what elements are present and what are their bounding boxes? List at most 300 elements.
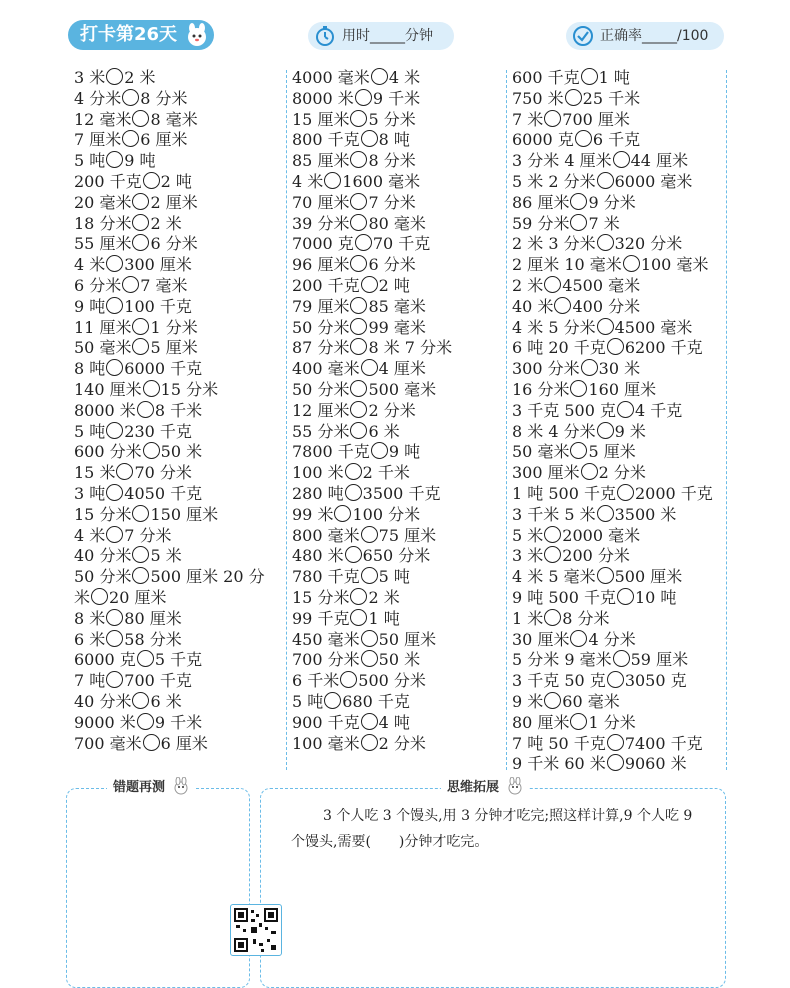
answer-circle[interactable] (143, 442, 160, 459)
right-quantity: 6 米 (368, 421, 400, 441)
left-quantity: 4 米 5 分米 (512, 317, 596, 337)
comparison-row (74, 130, 284, 151)
comparison-row (292, 234, 502, 255)
right-quantity: 50 厘米 (378, 629, 437, 649)
right-quantity: 1600 毫米 (342, 171, 421, 191)
left-quantity: 6 分米 (74, 275, 122, 295)
left-quantity: 15 分米 (292, 587, 350, 607)
left-quantity: 7 吨 (74, 671, 106, 691)
left-quantity: 2 米 3 分米 (512, 234, 596, 254)
answer-circle[interactable] (350, 297, 367, 314)
right-quantity: 8 毫米 (150, 109, 198, 129)
comparison-row (292, 401, 502, 422)
comparison-row (74, 505, 284, 526)
answer-circle[interactable] (132, 546, 149, 563)
left-quantity: 3 米 (512, 546, 544, 566)
answer-circle[interactable] (597, 172, 614, 189)
answer-circle[interactable] (345, 463, 362, 480)
right-quantity: 5 千克 (154, 650, 203, 670)
comparison-row (74, 318, 284, 339)
answer-circle[interactable] (570, 380, 587, 397)
answer-circle[interactable] (324, 172, 341, 189)
right-quantity: 1 吨 (368, 608, 400, 628)
comparison-row (512, 234, 724, 255)
answer-circle[interactable] (544, 609, 561, 626)
right-quantity: 1 分米 (588, 712, 636, 732)
left-quantity: 55 分米 (292, 421, 350, 441)
right-quantity: 2000 毫米 (562, 525, 641, 545)
right-quantity: 8 千米 (154, 400, 203, 420)
answer-circle[interactable] (544, 276, 561, 293)
right-quantity: 4 吨 (378, 712, 410, 732)
answer-circle[interactable] (597, 567, 614, 584)
left-quantity: 80 厘米 (512, 712, 570, 732)
comparison-row (292, 713, 502, 734)
answer-circle[interactable] (597, 234, 614, 251)
left-quantity: 米 (74, 587, 91, 607)
answer-circle[interactable] (355, 89, 372, 106)
answer-circle[interactable] (361, 650, 378, 667)
left-quantity: 1 吨 500 千克 (512, 483, 616, 503)
review-box-label: 错题再测 (113, 780, 166, 795)
answer-circle[interactable] (607, 671, 624, 688)
answer-circle[interactable] (122, 130, 139, 147)
right-quantity: 6 分米 (368, 255, 416, 275)
comparison-row (512, 463, 724, 484)
left-quantity: 99 米 (292, 504, 334, 524)
answer-circle[interactable] (617, 588, 634, 605)
right-quantity: 7 米 (588, 213, 620, 233)
left-quantity: 50 分米 (292, 379, 350, 399)
answer-circle[interactable] (361, 713, 378, 730)
comparison-row (74, 172, 284, 193)
left-quantity: 300 厘米 (512, 463, 580, 483)
left-quantity: 16 分米 (512, 379, 570, 399)
left-quantity: 70 厘米 (292, 192, 350, 212)
left-quantity: 4 米 (74, 525, 106, 545)
answer-circle[interactable] (350, 193, 367, 210)
answer-circle[interactable] (106, 630, 123, 647)
comparison-row (512, 754, 724, 775)
left-quantity: 9000 米 (74, 712, 136, 732)
answer-circle[interactable] (581, 68, 598, 85)
comparison-row (292, 463, 502, 484)
answer-circle[interactable] (106, 671, 123, 688)
left-quantity: 600 分米 (74, 442, 142, 462)
right-quantity: 5 吨 (378, 567, 410, 587)
left-quantity: 15 分米 (74, 504, 132, 524)
answer-circle[interactable] (132, 567, 149, 584)
left-quantity: 6 吨 20 千克 (512, 338, 606, 358)
right-quantity: 230 千克 (124, 421, 192, 441)
answer-circle[interactable] (143, 734, 160, 751)
right-quantity: 9 米 (614, 421, 646, 441)
left-quantity: 8000 米 (292, 88, 354, 108)
answer-circle[interactable] (361, 130, 378, 147)
right-quantity: 3500 米 (614, 504, 677, 524)
left-quantity: 6000 克 (512, 130, 574, 150)
left-quantity: 750 米 (512, 88, 564, 108)
qr-code-icon[interactable] (230, 904, 282, 956)
left-quantity: 8000 米 (74, 400, 136, 420)
answer-circle[interactable] (345, 546, 362, 563)
right-quantity: 6200 千克 (624, 338, 703, 358)
right-quantity: 80 毫米 (368, 213, 426, 233)
right-quantity: 4500 毫米 (614, 317, 693, 337)
comparison-row (74, 401, 284, 422)
answer-circle[interactable] (106, 297, 123, 314)
right-quantity: 500 毫米 (368, 379, 437, 399)
comparison-row (292, 484, 502, 505)
exercise-column-1 (74, 68, 284, 770)
right-quantity: 500 厘米 20 分 (150, 567, 265, 587)
answer-circle[interactable] (544, 110, 561, 127)
answer-circle[interactable] (361, 526, 378, 543)
answer-circle[interactable] (137, 713, 154, 730)
right-quantity: 2 分米 (598, 463, 646, 483)
right-quantity: 320 分米 (614, 234, 683, 254)
right-quantity: 7 分米 (368, 192, 416, 212)
answer-circle[interactable] (132, 318, 149, 335)
column-divider (506, 70, 507, 770)
comparison-row (74, 193, 284, 214)
comparison-row (512, 713, 724, 734)
left-quantity: 7800 千克 (292, 442, 370, 462)
comparison-row (292, 567, 502, 588)
answer-circle[interactable] (345, 484, 362, 501)
stopwatch-icon (314, 25, 336, 47)
right-quantity: 650 分米 (362, 546, 431, 566)
right-quantity: 8 分米 (368, 151, 416, 171)
thinking-box-title (441, 777, 529, 799)
answer-circle[interactable] (597, 422, 614, 439)
left-quantity: 5 吨 (292, 691, 324, 711)
answer-circle[interactable] (570, 630, 587, 647)
day-badge (68, 20, 214, 50)
comparison-row (292, 89, 502, 110)
answer-circle[interactable] (116, 463, 133, 480)
comparison-row (512, 297, 724, 318)
answer-circle[interactable] (334, 505, 351, 522)
answer-circle[interactable] (143, 172, 160, 189)
answer-circle[interactable] (565, 89, 582, 106)
comparison-row (512, 422, 724, 443)
right-quantity: 99 毫米 (368, 317, 426, 337)
left-quantity: 86 厘米 (512, 192, 570, 212)
left-quantity: 5 米 2 分米 (512, 171, 596, 191)
accuracy-label: 正确率_____/100 (600, 28, 709, 44)
left-quantity: 5 吨 (74, 151, 106, 171)
comparison-row (512, 89, 724, 110)
comparison-row (74, 692, 284, 713)
right-quantity: 1 分米 (150, 317, 198, 337)
right-quantity: 700 厘米 (562, 109, 630, 129)
right-quantity: 9 分米 (588, 192, 636, 212)
right-quantity: 700 千克 (124, 671, 192, 691)
answer-circle[interactable] (355, 234, 372, 251)
answer-circle[interactable] (570, 193, 587, 210)
right-quantity: 9 吨 (388, 442, 421, 462)
answer-circle[interactable] (607, 734, 624, 751)
answer-circle[interactable] (132, 234, 149, 251)
right-quantity: 400 分米 (572, 296, 641, 316)
left-quantity: 7 厘米 (74, 130, 122, 150)
comparison-row (512, 110, 724, 131)
comparison-row (512, 505, 724, 526)
right-quantity: 6 厘米 (160, 733, 208, 753)
right-quantity: 2 分米 (378, 733, 426, 753)
right-quantity: 6 厘米 (140, 130, 188, 150)
comparison-row (292, 255, 502, 276)
answer-circle[interactable] (607, 338, 624, 355)
left-quantity: 11 厘米 (74, 317, 132, 337)
answer-circle[interactable] (132, 214, 149, 231)
comparison-row (512, 692, 724, 713)
answer-circle[interactable] (132, 505, 149, 522)
right-quantity: 9060 米 (624, 754, 687, 774)
left-quantity: 79 厘米 (292, 296, 350, 316)
left-quantity: 9 千米 60 米 (512, 754, 606, 774)
answer-circle[interactable] (340, 671, 357, 688)
answer-circle[interactable] (91, 588, 108, 605)
comparison-row (74, 650, 284, 671)
answer-circle[interactable] (132, 193, 149, 210)
left-quantity: 4 米 (292, 171, 324, 191)
answer-circle[interactable] (361, 359, 378, 376)
comparison-row (512, 484, 724, 505)
left-quantity: 50 分米 (292, 317, 350, 337)
right-quantity: 2 分米 (368, 400, 416, 420)
left-quantity: 8 米 4 分米 (512, 421, 596, 441)
left-quantity: 12 厘米 (292, 400, 350, 420)
answer-circle[interactable] (371, 442, 388, 459)
comparison-row (292, 318, 502, 339)
thinking-box-label: 思维拓展 (447, 780, 500, 795)
left-quantity: 15 厘米 (292, 109, 350, 129)
comparison-row (292, 338, 502, 359)
answer-circle[interactable] (350, 255, 367, 272)
comparison-row (74, 255, 284, 276)
answer-circle[interactable] (132, 338, 149, 355)
left-quantity: 50 毫米 (74, 338, 132, 358)
comparison-row (292, 630, 502, 651)
left-quantity: 15 米 (74, 463, 116, 483)
answer-circle[interactable] (106, 359, 123, 376)
answer-circle[interactable] (350, 151, 367, 168)
left-quantity: 40 分米 (74, 691, 132, 711)
answer-circle[interactable] (570, 442, 587, 459)
answer-circle[interactable] (106, 526, 123, 543)
accuracy-field (566, 22, 724, 50)
left-quantity: 300 分米 (512, 359, 580, 379)
left-quantity: 6000 克 (74, 650, 136, 670)
left-quantity: 400 毫米 (292, 359, 360, 379)
answer-circle[interactable] (106, 609, 123, 626)
answer-circle[interactable] (613, 650, 630, 667)
answer-circle[interactable] (132, 110, 149, 127)
answer-circle[interactable] (581, 463, 598, 480)
comparison-row (512, 255, 724, 276)
comparison-row (74, 630, 284, 651)
comparison-row (74, 297, 284, 318)
left-quantity: 12 毫米 (74, 109, 132, 129)
left-quantity: 3 吨 (74, 483, 106, 503)
right-quantity: 200 分米 (562, 546, 630, 566)
right-quantity: 680 千克 (342, 691, 410, 711)
answer-circle[interactable] (597, 505, 614, 522)
answer-circle[interactable] (613, 151, 630, 168)
right-quantity: 7 毫米 (140, 275, 188, 295)
right-quantity: 6 分米 (150, 234, 198, 254)
left-quantity: 4000 毫米 (292, 68, 370, 87)
left-quantity: 99 千克 (292, 608, 350, 628)
answer-circle[interactable] (137, 401, 154, 418)
answer-circle[interactable] (350, 609, 367, 626)
left-quantity: 40 分米 (74, 546, 132, 566)
comparison-row (512, 526, 724, 547)
answer-circle[interactable] (544, 692, 561, 709)
answer-circle[interactable] (350, 338, 367, 355)
review-box-title (107, 777, 195, 799)
answer-circle[interactable] (324, 692, 341, 709)
comparison-row (512, 380, 724, 401)
comparison-row (292, 422, 502, 443)
left-quantity: 700 毫米 (74, 733, 142, 753)
review-box (66, 780, 250, 988)
left-quantity: 9 吨 (74, 296, 106, 316)
answer-circle[interactable] (350, 110, 367, 127)
comparison-row (512, 130, 724, 151)
left-quantity: 4 分米 (74, 88, 122, 108)
left-quantity: 780 千克 (292, 567, 360, 587)
left-quantity: 40 米 (512, 296, 554, 316)
comparison-row (74, 338, 284, 359)
right-quantity: 25 千米 (582, 88, 641, 108)
comparison-row (292, 526, 502, 547)
answer-circle[interactable] (143, 380, 160, 397)
answer-circle[interactable] (122, 89, 139, 106)
comparison-row (74, 546, 284, 567)
answer-circle[interactable] (350, 422, 367, 439)
left-quantity: 30 厘米 (512, 629, 570, 649)
exercise-column-3 (512, 68, 724, 774)
answer-circle[interactable] (581, 359, 598, 376)
time-used-label: 用时_____分钟 (342, 28, 433, 44)
right-quantity: 4 厘米 (378, 359, 426, 379)
right-quantity: 3050 克 (624, 671, 687, 691)
right-quantity: 20 厘米 (109, 587, 167, 607)
answer-circle[interactable] (554, 297, 571, 314)
answer-circle[interactable] (106, 422, 123, 439)
right-quantity: 6 千克 (592, 130, 641, 150)
comparison-row (292, 692, 502, 713)
answer-circle[interactable] (575, 130, 592, 147)
answer-circle[interactable] (607, 754, 624, 771)
answer-circle[interactable] (597, 318, 614, 335)
comparison-row (512, 650, 724, 671)
right-quantity: 75 厘米 (378, 525, 437, 545)
left-quantity: 20 毫米 (74, 192, 132, 212)
comparison-row (74, 484, 284, 505)
answer-circle[interactable] (570, 713, 587, 730)
right-quantity: 2 吨 (378, 275, 410, 295)
answer-circle[interactable] (544, 526, 561, 543)
left-quantity: 450 毫米 (292, 629, 360, 649)
answer-circle[interactable] (106, 255, 123, 272)
answer-circle[interactable] (361, 567, 378, 584)
left-quantity: 50 毫米 (512, 442, 570, 462)
right-quantity: 2 厘米 (150, 192, 198, 212)
left-quantity: 600 千克 (512, 68, 580, 87)
answer-circle[interactable] (137, 650, 154, 667)
answer-circle[interactable] (617, 401, 634, 418)
right-quantity: 59 厘米 (630, 650, 689, 670)
comparison-row (292, 650, 502, 671)
right-quantity: 7400 千克 (624, 733, 703, 753)
answer-circle[interactable] (350, 401, 367, 418)
comparison-row (512, 546, 724, 567)
right-quantity: 100 分米 (352, 504, 421, 524)
comparison-row (292, 359, 502, 380)
comparison-row (512, 609, 724, 630)
left-quantity: 85 厘米 (292, 151, 350, 171)
answer-circle[interactable] (350, 214, 367, 231)
comparison-row (512, 172, 724, 193)
answer-circle[interactable] (623, 255, 640, 272)
comparison-row (512, 442, 724, 463)
comparison-row (74, 110, 284, 131)
left-quantity: 39 分米 (292, 213, 350, 233)
answer-circle[interactable] (361, 630, 378, 647)
comparison-row (292, 609, 502, 630)
answer-circle[interactable] (350, 380, 367, 397)
right-quantity: 8 米 7 分米 (368, 338, 453, 358)
left-quantity: 1 米 (512, 608, 544, 628)
answer-circle[interactable] (106, 151, 123, 168)
comparison-row (74, 422, 284, 443)
answer-circle[interactable] (371, 68, 388, 85)
answer-circle[interactable] (350, 318, 367, 335)
left-quantity: 3 千米 5 米 (512, 504, 596, 524)
left-quantity: 3 米 (74, 68, 106, 87)
answer-circle[interactable] (570, 214, 587, 231)
right-quantity: 4050 千克 (124, 483, 203, 503)
answer-circle[interactable] (361, 734, 378, 751)
answer-circle[interactable] (544, 546, 561, 563)
comparison-row (512, 338, 724, 359)
answer-circle[interactable] (106, 484, 123, 501)
left-quantity: 18 分米 (74, 213, 132, 233)
answer-circle[interactable] (361, 276, 378, 293)
right-quantity: 58 分米 (124, 629, 182, 649)
answer-circle[interactable] (106, 68, 123, 85)
left-quantity: 7 米 (512, 109, 544, 129)
mascot-icon (507, 777, 523, 795)
answer-circle[interactable] (122, 276, 139, 293)
comparison-row (74, 214, 284, 235)
left-quantity: 900 千克 (292, 712, 360, 732)
right-quantity: 8 分米 (140, 88, 188, 108)
comparison-row (74, 713, 284, 734)
comparison-row (292, 588, 502, 609)
column-divider (286, 70, 287, 770)
answer-circle[interactable] (617, 484, 634, 501)
mascot-icon (186, 23, 208, 47)
answer-circle[interactable] (350, 588, 367, 605)
comparison-row (74, 89, 284, 110)
comparison-row (512, 588, 724, 609)
answer-circle[interactable] (132, 692, 149, 709)
